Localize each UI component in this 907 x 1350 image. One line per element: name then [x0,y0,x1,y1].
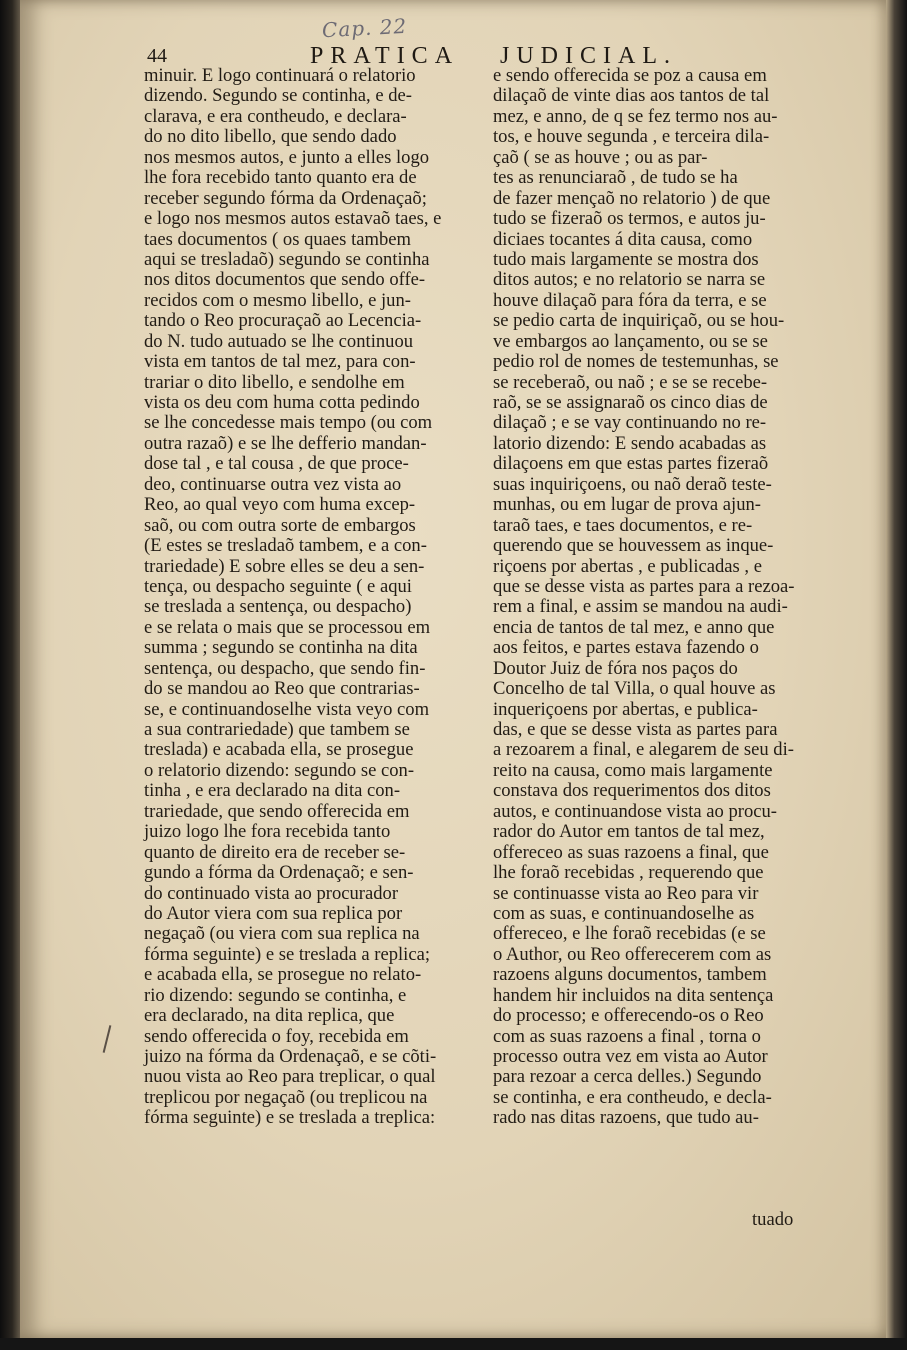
text-line: dizendo. Segundo se continha, e de- [144,85,412,107]
text-line: do continuado vista ao procurador [144,882,399,904]
text-line: nos ditos documentos que sendo offe- [144,269,426,291]
text-line: pedio rol de nomes de testemunhas, se [493,351,779,373]
text-line: se continha, e era contheudo, e decla- [493,1086,772,1108]
text-line: do se mandou ao Reo que contrarias- [144,678,420,700]
book-spine-shadow [0,0,22,1350]
text-line: Doutor Juiz de fóra nos paços do [493,657,738,679]
bottom-margin-shadow [0,1338,907,1350]
text-line: e logo nos mesmos autos estavaõ taes, e [144,208,442,230]
handwritten-annotation: Cap. 22 [321,13,408,43]
text-line: dilaçaõ de vinte dias aos tantos de tal [493,85,770,107]
text-line: reito na causa, como mais largamente [493,759,773,781]
text-line: recidos com o mesmo libello, e jun- [144,289,411,311]
text-line: diciaes tocantes á dita causa, como [493,228,753,250]
text-line: fórma seguinte) e se treslada a replica; [144,943,430,965]
text-line: gundo a fórma da Ordenaçaõ; e sen- [144,862,414,884]
text-line: e se relata o mais que se processou em [144,616,431,638]
text-line: tença, ou despacho seguinte ( e aqui [144,575,412,597]
text-line: taraõ taes, e taes documentos, e re- [493,514,753,536]
text-line: quanto de direito era de receber se- [144,841,406,863]
text-line: latorio dizendo: E sendo acabadas as [493,432,767,454]
text-line: com as suas, e continuandoselhe as [493,902,755,924]
text-line: clarava, e era contheudo, e declara- [144,105,407,127]
text-line: vista os deu com huma cotta pedindo [144,392,420,413]
text-line: suas inquiriçoens, ou naõ deraõ teste- [493,473,772,495]
text-line: o Author, ou Reo offerecerem com as [493,943,772,965]
text-line: Reo, ao qual veyo com huma excep- [144,494,416,516]
text-line: do no dito libello, que sendo dado [144,126,397,148]
text-line: lhe foraõ recebidas , requerendo que [493,862,764,884]
text-line: mez, e anno, de q se fez termo nos au- [493,105,778,127]
text-line: outra razaõ) e se lhe defferio mandan- [144,432,427,454]
text-line: tes as renunciaraõ , de tudo se ha [493,167,738,189]
text-line: razoens alguns documentos, tambem [493,964,767,986]
text-line: processo outra vez em vista ao Autor [493,1046,768,1067]
text-line: se, e continuandoselhe vista veyo com [144,698,430,720]
text-line: encia de tantos de tal mez, e anno que [493,616,775,638]
text-line: dilaçaõ ; e se vay continuando no re- [493,412,767,434]
text-line: rem a final, e assim se mandou na audi- [493,596,788,618]
text-line: se pedio carta de inquiriçaõ, ou se hou- [493,310,785,332]
folio-number: 44 [147,45,167,67]
text-line: dilaçoens em que estas partes fizeraõ [493,453,769,475]
text-line: summa ; segundo se continha na dita [144,637,418,659]
text-line: para rezoar a cerca delles.) Segundo [493,1066,762,1088]
text-line: a rezoarem a final, e alegarem de seu di- [493,739,794,761]
text-line: negaçaõ (ou viera com sua replica na [144,923,420,945]
text-line: tudo se fizeraõ os termos, e autos ju- [493,208,766,230]
left-text-column [144,66,480,1129]
text-line: treslada) e acabada ella, se prosegue [144,739,414,761]
text-line: das, e que se desse vista as partes para [493,719,778,740]
text-line: fórma seguinte) e se treslada a treplica: [144,1107,436,1129]
text-line: aqui se tresladaõ) segundo se continha [144,248,430,270]
text-line: ve embargos ao lançamento, ou se se [493,330,768,352]
text-line: era declarado, na dita replica, que [144,1005,395,1027]
text-line: do processo; e offerecendo-os o Reo [493,1005,764,1027]
text-line: deo, continuarse outra vez vista ao [144,473,402,495]
text-line: que se desse vista as partes para a rezoa- [493,575,795,597]
text-line: tando o Reo procuraçaõ ao Lecencia- [144,310,422,332]
page-edge [886,0,907,1350]
text-line: riçoens por abertas , e publicadas , e [493,555,762,577]
text-line: sendo offerecida o foy, recebida em [144,1025,409,1047]
text-line: querendo que se houvessem as inque- [493,535,774,557]
text-line: dose tal , e tal cousa , de que proce- [144,453,409,475]
text-line: tinha , e era declarado na dita con- [144,780,401,802]
text-line: minuir. E logo continuará o relatorio [144,65,416,86]
text-line: se treslada a sentença, ou despacho) [144,596,412,618]
text-line: ditos autos; e no relatorio se narra se [493,269,766,291]
text-line: houve dilaçaõ para fóra da terra, e se [493,289,767,311]
text-line: vista em tantos de tal mez, para con- [144,351,416,373]
text-line: aos feitos, e partes estava fazendo o [493,637,759,659]
text-line: lhe fora recebido tanto quanto era de [144,167,417,189]
text-line: o relatorio dizendo: segundo se con- [144,759,415,781]
text-line: Concelho de tal Villa, o qual houve as [493,678,776,700]
running-title-right: JUDICIAL. [500,43,677,69]
text-line: do Autor viera com sua replica por [144,902,403,924]
text-line: juizo logo lhe fora recebida tanto [144,821,391,843]
text-line: autos, e continuandose vista ao procu- [493,800,777,822]
text-line: e acabada ella, se prosegue no relato- [144,964,422,986]
text-line: handem hir incluidos na dita sentença [493,984,774,1006]
text-line: tos, e houve segunda , e terceira dila- [493,126,770,148]
text-line: taes documentos ( os quaes tambem [144,228,411,250]
text-line: juizo na fórma da Ordenaçaõ, e se cõti- [144,1046,437,1067]
text-line: nuou vista ao Reo para treplicar, o qual [144,1066,436,1088]
text-line: sentença, ou despacho, que sendo fin- [144,657,426,679]
text-line: nos mesmos autos, e junto a elles logo [144,146,430,168]
text-line: tudo mais largamente se mostra dos [493,248,759,270]
right-text-column [493,66,833,1129]
text-line: rador do Autor em tantos de tal mez, [493,821,765,843]
text-line: saõ, ou com outra sorte de embargos [144,514,416,536]
text-line: se continuasse vista ao Reo para vir [493,882,759,904]
text-line: trariedade) E sobre elles se deu a sen- [144,555,425,577]
text-line: munhas, ou em lugar de prova ajun- [493,494,761,516]
text-line: receber segundo fórma da Ordenaçaõ; [144,187,427,209]
running-title-left: PRATICA [310,43,460,69]
text-line: (E estes se tresladaõ tambem, e a con- [144,535,427,557]
text-line: de fazer mençaõ no relatorio ) de que [493,187,771,209]
catchword: tuado [752,1209,794,1230]
text-line: offereceo, e lhe foraõ recebidas (e se [493,923,766,945]
text-line: se receberaõ, ou naõ ; e se se recebe- [493,371,768,393]
text-line: rio dizendo: segundo se continha, e [144,984,407,1006]
text-line: constava dos requerimentos dos ditos [493,780,771,802]
text-line: çaõ ( se as houve ; ou as par- [493,146,708,168]
text-line: e sendo offerecida se poz a causa em [493,65,767,86]
text-line: offereceo as suas razoens a final, que [493,841,769,863]
text-line: trariar o dito libello, e sendolhe em [144,371,405,393]
text-line: a sua contrariedade) que tambem se [144,719,410,740]
text-line: com as suas razoens a final , torna o [493,1025,761,1047]
text-line: se lhe concedesse mais tempo (ou com [144,412,433,434]
text-line: treplicou por negaçaõ (ou treplicou na [144,1086,428,1108]
text-line: do N. tudo autuado se lhe continuou [144,330,414,352]
text-line: inqueriçoens por abertas, e publica- [493,698,758,720]
text-line: raõ, se se assignaraõ os cinco dias de [493,392,768,413]
text-line: rado nas ditas razoens, que tudo au- [493,1107,759,1129]
text-line: trariedade, que sendo offerecida em [144,800,410,822]
